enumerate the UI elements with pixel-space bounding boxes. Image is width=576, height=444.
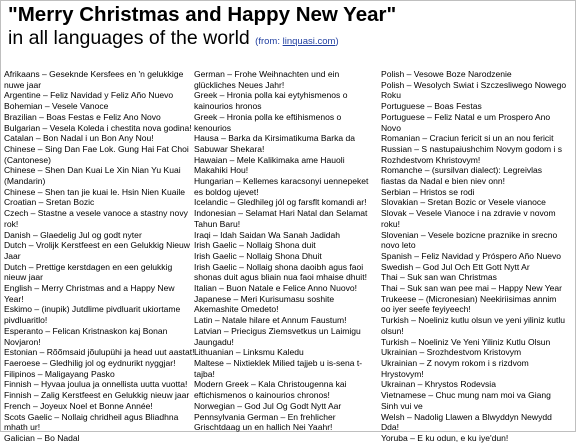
greeting-entry: Finnish – Zalig Kerstfeest en Gelukkig nieuw jaar [4, 390, 190, 401]
greeting-entry: Ukrainian – Srozhdestvom Kristovym [381, 347, 522, 358]
greeting-entry: Romanian – Craciun fericit si un an nou fericit [381, 133, 554, 144]
greeting-entry: Norwegian – God Jul Og Godt Nytt Aar [194, 400, 342, 411]
greeting-entry: Finnish – Hyvaa joulua ja onnellista uutta vuotta! [4, 379, 188, 390]
greeting-entry: Greek – Hronia polla ke eftihismenos o kenourios [194, 111, 342, 133]
greeting-entry: Polish – Vesowe Boze Narodzenie [381, 69, 512, 79]
greetings-column-3 [381, 69, 567, 444]
greeting-entry: Ukrainan – Khrystos Rodevsia [381, 379, 496, 390]
greeting-entry: Serbian – Hristos se rodi [381, 186, 475, 197]
greeting-entry: Faeroese – Gledhilig jol og eydnurikt nyggjar! [4, 357, 176, 368]
greeting-entry: Irish Gaelic – Nollaig Shona Dhuit [194, 250, 322, 261]
greeting-entry: Polish – Wesolych Swiat i Szczesliwego Nowego Roku [381, 79, 567, 101]
greeting-entry: Thai – Suk san wan pee mai – Happy New Year [381, 283, 563, 294]
greeting-entry: Dutch – Prettige kerstdagen en een gelukkig nieuw jaar [4, 261, 173, 283]
greeting-entry: Hawaian – Mele Kalikimaka ame Hauoli Makahiki Hou! [194, 154, 345, 176]
greeting-entry: Modern Greek – Kala Christougenna kai eftichismenos o kainourios chronos! [194, 379, 347, 401]
source-suffix: ) [335, 36, 339, 47]
greeting-entry: Greek – Hronia polla kai eytyhismenos o kainourios hronos [194, 90, 348, 112]
greeting-entry: Irish Gaelic – Nollaig shona daoibh agus faoi shonas duit agus bliain nua faoi mhaise dhuit! [194, 261, 367, 283]
greeting-entry: Brazilian – Boas Festas e Feliz Ano Novo [4, 111, 161, 122]
source-note [255, 36, 338, 47]
greetings-column-2 [194, 69, 376, 433]
greeting-entry: Slovenian – Vesele bozicne praznike in srecno novo leto [381, 229, 558, 251]
page-title: "Merry Christmas and Happy New Year" [8, 3, 397, 26]
greeting-entry: Hungarian – Kellemes karacsonyi uennepeket es boldog ujevet! [194, 176, 369, 197]
greeting-entry: Hausa – Barka da Kirsimatikuma Barka da Sabuwar Shekara! [194, 133, 356, 154]
greeting-entry: Filipinos – Maligayang Pasko [4, 368, 115, 379]
greeting-entry: Estonian – Rõõmsaid jõulupühi ja head uut aastat! [4, 347, 195, 358]
greeting-entry: Chinese – Shen tan jie kuai le. Hsin Nien Kuaile [4, 186, 186, 197]
greeting-entry: Afrikaans – Geseknde Kersfees en 'n gelukkige nuwe jaar [4, 69, 184, 90]
greeting-entry: Slovakian – Sretan Bozic or Vesele vianoce [381, 197, 546, 208]
greeting-entry: Turkish – Noeliniz Ve Yeni Yiliniz Kutlu Olsun [381, 336, 551, 347]
greeting-entry: Latin – Natale hilare et Annum Faustum! [194, 315, 347, 326]
greeting-entry: Catalan – Bon Nadal i un Bon Any Nou! [4, 133, 154, 144]
greeting-entry: Italian – Buon Natale e Felice Anno Nuovo! [194, 283, 357, 294]
greeting-entry: Latvian – Priecigus Ziemsvetkus un Laimigu Jaungadu! [194, 325, 361, 347]
greeting-entry: Danish – Glaedelig Jul og godt nyter [4, 229, 142, 240]
greeting-entry: Iraqi – Idah Saidan Wa Sanah Jadidah [194, 229, 341, 240]
greeting-entry: Czech – Stastne a vesele vanoce a stastny novy rok! [4, 208, 188, 229]
greeting-entry: Russian – S nastupaiushchim Novym godom i s Rozhdestvom Khristovym! [381, 143, 562, 165]
greeting-entry: Trukeese – (Micronesian) Neekiriisimas annim oo iyer seefe feyiyeech! [381, 293, 557, 315]
greeting-entry: Dutch – Vrolijk Kerstfeest en een Gelukkig Nieuw Jaar [4, 240, 190, 261]
greeting-entry: Turkish – Noeliniz kutlu olsun ve yeni yiliniz kutlu olsun! [381, 315, 565, 336]
greeting-entry: Argentine – Feliz Navidad y Feliz Año Nuevo [4, 90, 174, 101]
greeting-entry: Chinese – Shen Dan Kuai Le Xin Nian Yu Kuai (Mandarin) [4, 165, 181, 187]
greeting-entry: Bulgarian – Vesela Koleda i chestita nova godina! [4, 122, 192, 133]
page-subtitle [8, 27, 339, 53]
source-prefix: (from: [255, 36, 283, 47]
greeting-entry: Indonesian – Selamat Hari Natal dan Selamat Tahun Baru! [194, 208, 368, 229]
source-link[interactable]: linquasi.com [282, 36, 336, 47]
greeting-entry: Icelandic – Gledhileg jól og farsflt komandi ar! [194, 197, 367, 208]
greeting-entry: Vietnamese – Chuc mung nam moi va Giang Sinh vui ve [381, 390, 551, 411]
greeting-entry: Eskimo – (inupik) Jutdlime pivdluarit ukiortame pivdluaritlo! [4, 304, 181, 326]
greeting-entry: Pennsylvania German – En frehlicher Grischtdaag un en hallich Nei Yaahr! [194, 411, 336, 433]
greeting-entry: Japanese – Meri Kurisumasu soshite Akemashite Omedeto! [194, 293, 335, 315]
greeting-entry: Irish Gaelic – Nollaig Shona duit [194, 240, 316, 251]
greeting-entry: Yoruba – E ku odun, e ku iye'dun! [381, 432, 509, 443]
greeting-entry: Chinese – Sing Dan Fae Lok. Gung Hai Fat Choi (Cantonese) [4, 143, 189, 165]
greeting-entry: Slovak – Vesele Vianoce i na zdravie v novom roku! [381, 208, 556, 229]
greeting-entry: Lithuanian – Linksmu Kaledu [194, 347, 304, 358]
greeting-entry: Portuguese – Feliz Natal e um Prospero Ano Novo [381, 111, 551, 133]
greeting-entry: Maltese – Nixtieklek Milied tajjeb u is-sena t-tajba! [194, 357, 363, 379]
greeting-entry: Portuguese – Boas Festas [381, 101, 482, 112]
greeting-entry: German – Frohe Weihnachten und ein glückliches Neues Jahr! [194, 69, 340, 90]
greetings-column-1 [4, 69, 196, 444]
greeting-entry: Welsh – Nadolig Llawen a Blwyddyn Newydd Dda! [381, 411, 552, 433]
greeting-entry: English – Merry Christmas and a Happy New Year! [4, 283, 175, 304]
greeting-entry: Ukrainian – Z novym rokom i s rizdvom Hrystovym! [381, 357, 529, 379]
greeting-entry: Galician – Bo Nadal [4, 432, 80, 443]
greeting-entry: Esperanto – Felican Kristnaskon kaj Bonan Novjaron! [4, 325, 168, 347]
greeting-entry: Spanish – Feliz Navidad y Próspero Año Nuevo [381, 250, 562, 261]
greeting-entry: Croatian – Sretan Bozic [4, 197, 95, 208]
greeting-entry: Romanche – (sursilvan dialect): Legreivlas fiastas da Nadal e bien niev onn! [381, 165, 543, 187]
subtitle-text: in all languages of the world [8, 27, 250, 49]
greeting-entry: French – Joyeux Noel et Bonne Année! [4, 400, 153, 411]
greeting-entry: Bohemian – Vesele Vanoce [4, 101, 109, 112]
greeting-entry: Scots Gaelic – Nollaig chridheil agus Bliadhna mhath ur! [4, 411, 179, 433]
greeting-entry: Swedish – God Jul Och Ett Gott Nytt Ar [381, 261, 530, 272]
greeting-entry: Thai – Suk san wan Christmas [381, 272, 497, 283]
